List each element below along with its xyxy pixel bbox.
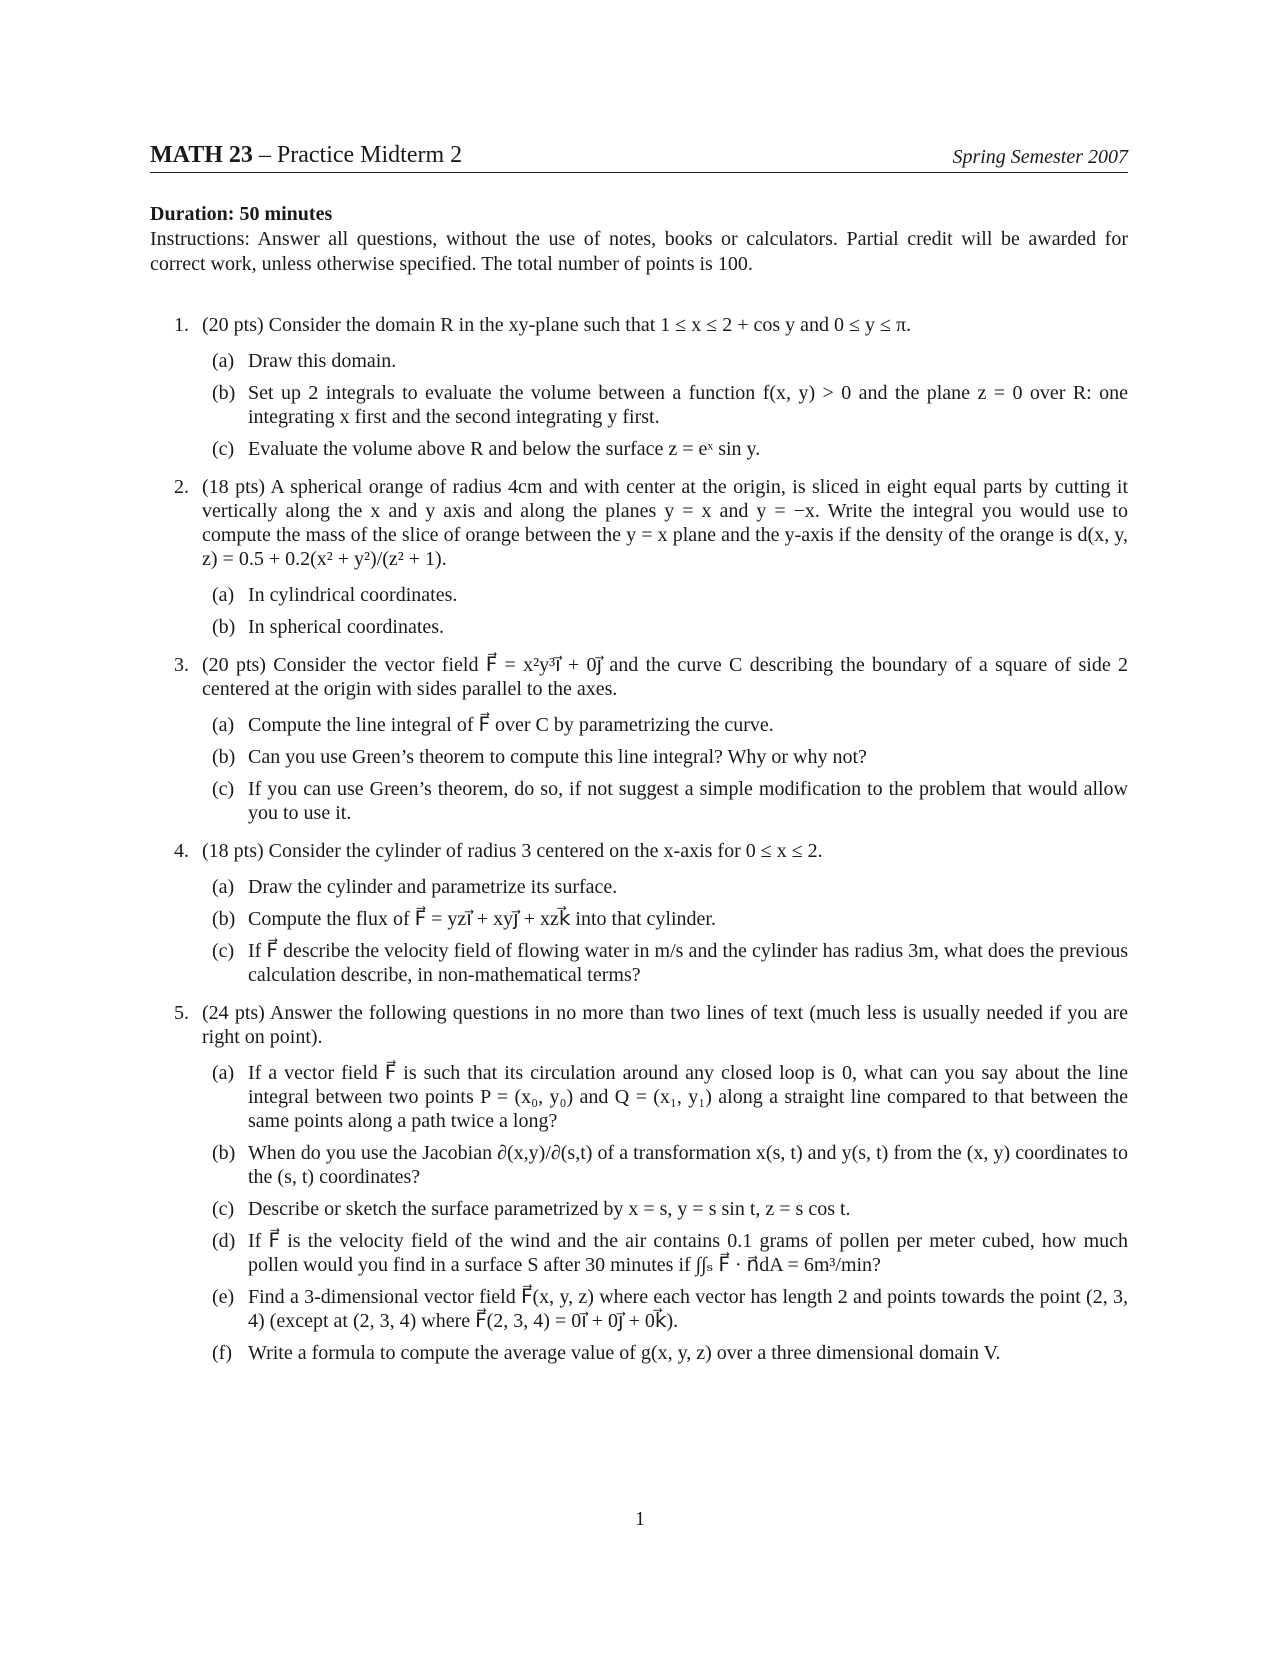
- part-item: [202, 1061, 1128, 1133]
- question-parts: [202, 875, 1128, 987]
- part-text: Set up 2 integrals to evaluate the volume between a function f(x, y) > 0 and the plane z = 0 over R: one integrating x first and the second integrating y first.: [248, 382, 1128, 428]
- part-item: [202, 1285, 1128, 1333]
- part-text: If F⃗ describe the velocity field of flowing water in m/s and the cylinder has radius 3m, what does the previous calculation describe, in non-mathematical terms?: [248, 940, 1128, 986]
- page-number: 1: [635, 1508, 645, 1530]
- part-text: Compute the line integral of F⃗ over C by parametrizing the curve.: [248, 714, 774, 736]
- part-item: [202, 777, 1128, 825]
- part-text: Draw the cylinder and parametrize its surface.: [248, 876, 618, 898]
- part-label: (e): [212, 1286, 235, 1308]
- part-label: (f): [212, 1342, 232, 1364]
- part-item: [202, 939, 1128, 987]
- part-item: [202, 713, 1128, 737]
- part-label: (b): [212, 382, 236, 404]
- part-text: Describe or sketch the surface parametrized by x = s, y = s sin t, z = s cos t.: [248, 1198, 851, 1220]
- question-number: 2.: [174, 476, 189, 498]
- part-label: (a): [212, 584, 235, 606]
- title-dash: –: [252, 142, 277, 168]
- part-text: If you can use Green’s theorem, do so, if not suggest a simple modification to the problem that would allow you to use it.: [248, 778, 1128, 824]
- question-text: (20 pts) Consider the domain R in the xy-plane such that 1 ≤ x ≤ 2 + cos y and 0 ≤ y ≤ π.: [202, 314, 912, 336]
- question-3: [150, 653, 1128, 825]
- course-code: MATH 23: [150, 142, 253, 168]
- part-text: If a vector field F⃗ is such that its circulation around any closed loop is 0, what can you say about the line integral between two points P = (x₀, y₀) and Q = (x₁, y₁) along a straight line compared to that between the same points along a path twice a long?: [248, 1062, 1128, 1132]
- exam-page: [150, 142, 1128, 1379]
- question-text: (24 pts) Answer the following questions in no more than two lines of text (much less is usually needed if you are right on point).: [202, 1002, 1128, 1048]
- part-text: When do you use the Jacobian ∂(x,y)/∂(s,t) of a transformation x(s, t) and y(s, t) from the (x, y) coordinates to the (s, t) coordinates?: [248, 1142, 1128, 1188]
- part-item: [202, 615, 1128, 639]
- part-label: (a): [212, 876, 235, 898]
- question-parts: [202, 1061, 1128, 1365]
- part-item: [202, 583, 1128, 607]
- part-text: If F⃗ is the velocity field of the wind and the air contains 0.1 grams of pollen per meter cubed, how much pollen would you find in a surface S after 30 minutes if ∫∫ₛ F⃗ · n⃗dA = 6m³/min?: [248, 1230, 1128, 1276]
- part-label: (b): [212, 908, 236, 930]
- exam-header: [150, 142, 1128, 173]
- part-label: (c): [212, 438, 235, 460]
- part-text: In cylindrical coordinates.: [248, 584, 458, 606]
- part-item: [202, 1141, 1128, 1189]
- part-item: [202, 1197, 1128, 1221]
- part-label: (b): [212, 746, 236, 768]
- part-label: (a): [212, 350, 235, 372]
- duration-label: Duration: 50 minutes: [150, 203, 333, 225]
- part-label: (a): [212, 714, 235, 736]
- part-label: (a): [212, 1062, 235, 1084]
- exam-title: [150, 142, 462, 169]
- part-item: [202, 1341, 1128, 1365]
- question-number: 1.: [174, 314, 189, 336]
- part-text: Evaluate the volume above R and below the surface z = eˣ sin y.: [248, 438, 761, 460]
- question-number: 5.: [174, 1002, 189, 1024]
- question-text: (18 pts) A spherical orange of radius 4cm and with center at the origin, is sliced in eight equal parts by cutting it vertically along the x and y axis and along the planes y = x and y = −x. Write the integral you would use to compute the mass of the slice of orange between the y = x plane and the y-axis if the density of the orange is d(x, y, z) = 0.5 + 0.2(x² + y²)/(z² + 1).: [202, 476, 1128, 570]
- question-parts: [202, 349, 1128, 461]
- question-parts: [202, 583, 1128, 639]
- question-1: [150, 313, 1128, 461]
- question-4: [150, 839, 1128, 987]
- part-text: Find a 3-dimensional vector field F⃗(x, y, z) where each vector has length 2 and points towards the point (2, 3, 4) (except at (2, 3, 4) where F⃗(2, 3, 4) = 0i⃗ + 0j⃗ + 0k⃗).: [248, 1286, 1128, 1332]
- part-item: [202, 875, 1128, 899]
- part-text: Can you use Green’s theorem to compute this line integral? Why or why not?: [248, 746, 867, 768]
- question-parts: [202, 713, 1128, 825]
- question-5: [150, 1001, 1128, 1365]
- part-text: Compute the flux of F⃗ = yzi⃗ + xyj⃗ + xzk⃗ into that cylinder.: [248, 908, 716, 930]
- question-number: 3.: [174, 654, 189, 676]
- part-label: (b): [212, 1142, 236, 1164]
- part-item: [202, 349, 1128, 373]
- part-item: [202, 437, 1128, 461]
- part-label: (c): [212, 1198, 235, 1220]
- part-text: Draw this domain.: [248, 350, 397, 372]
- part-label: (c): [212, 940, 235, 962]
- part-item: [202, 745, 1128, 769]
- question-2: [150, 475, 1128, 639]
- semester-label: Spring Semester 2007: [952, 146, 1128, 168]
- part-text: Write a formula to compute the average value of g(x, y, z) over a three dimensional domain V.: [248, 1342, 1001, 1364]
- question-list: [150, 313, 1128, 1365]
- instructions-text: Instructions: Answer all questions, without the use of notes, books or calculators. Partial credit will be awarded for correct work, unless otherwise specified. The total number of points is 100.: [150, 228, 1128, 275]
- part-label: (c): [212, 778, 235, 800]
- part-text: In spherical coordinates.: [248, 616, 445, 638]
- part-item: [202, 381, 1128, 429]
- question-number: 4.: [174, 840, 189, 862]
- exam-name: Practice Midterm 2: [276, 142, 463, 168]
- part-label: (d): [212, 1230, 236, 1252]
- part-label: (b): [212, 616, 236, 638]
- part-item: [202, 907, 1128, 931]
- question-text: (18 pts) Consider the cylinder of radius 3 centered on the x-axis for 0 ≤ x ≤ 2.: [202, 840, 823, 862]
- question-text: (20 pts) Consider the vector field F⃗ = x²y³i⃗ + 0j⃗ and the curve C describing the boundary of a square of side 2 centered at the origin with sides parallel to the axes.: [202, 654, 1128, 700]
- part-item: [202, 1229, 1128, 1277]
